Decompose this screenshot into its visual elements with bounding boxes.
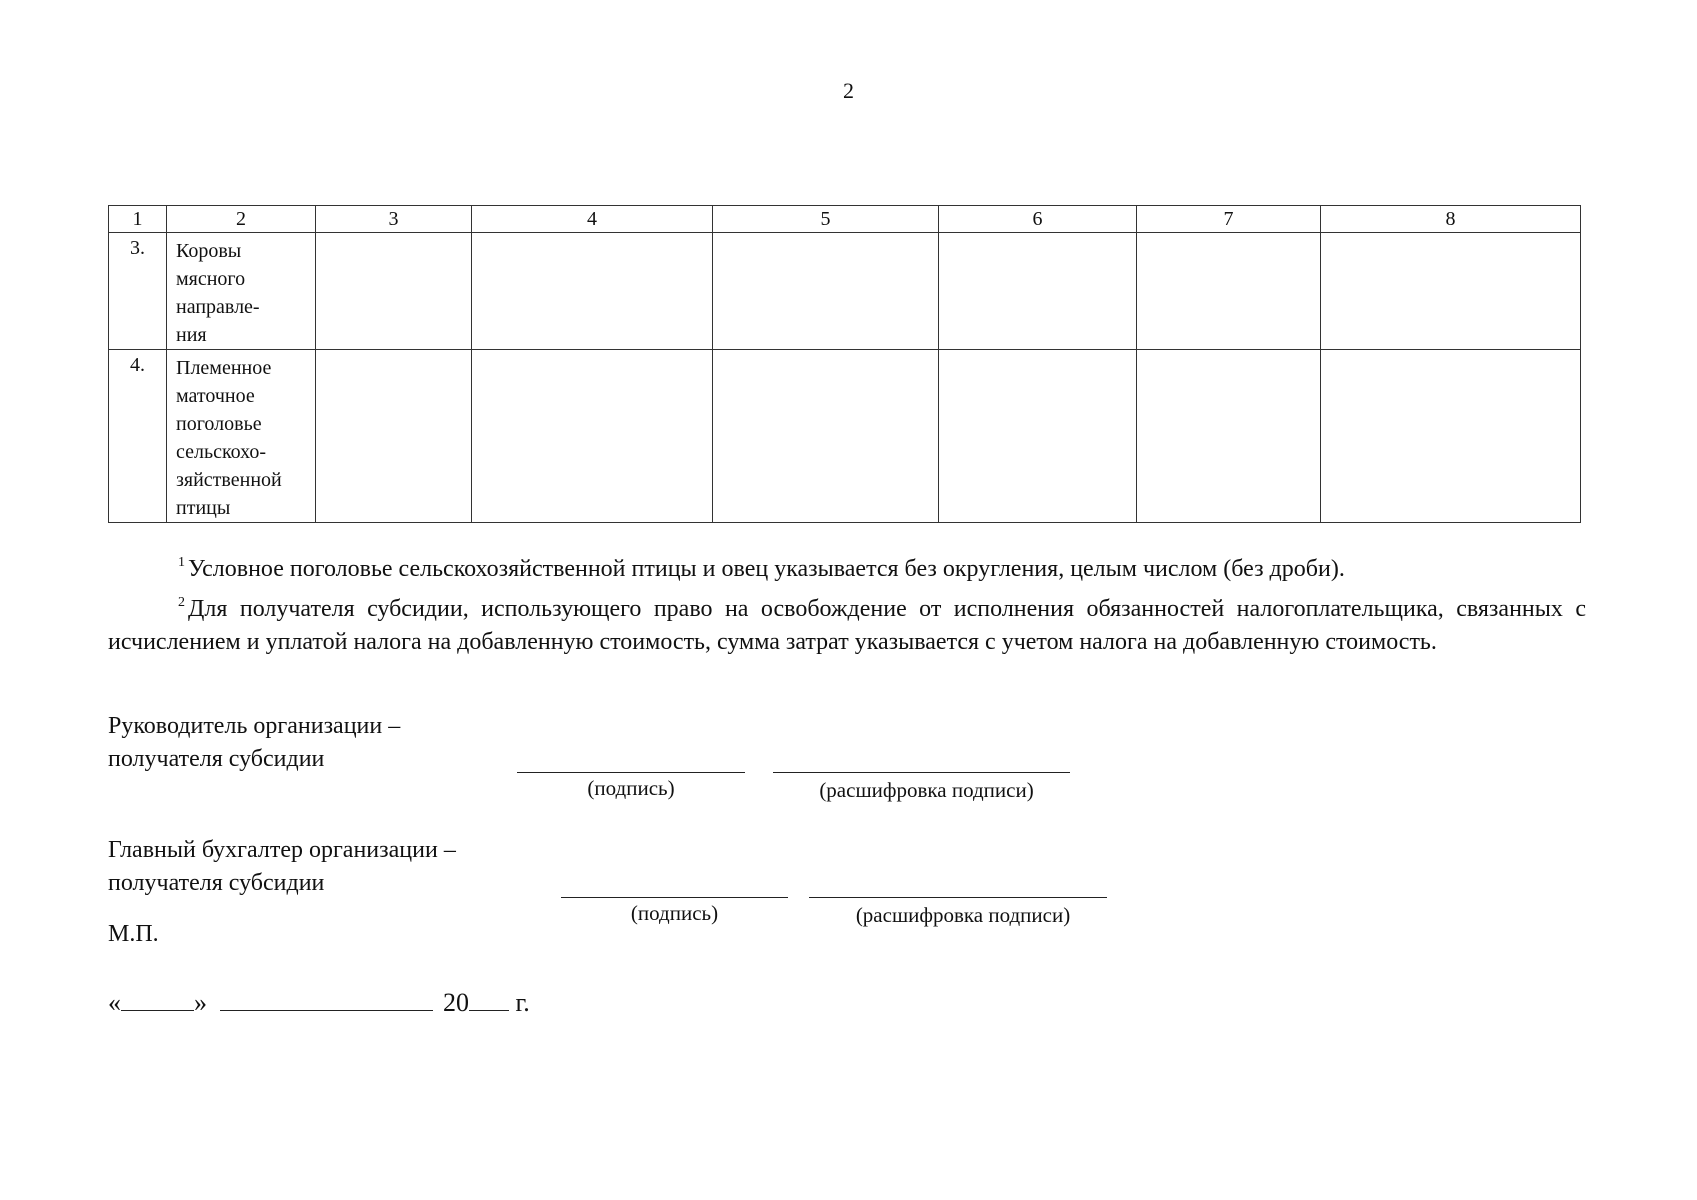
column-header: 7 [1137,206,1321,233]
date-close-quote: » [194,988,207,1017]
day-blank[interactable] [121,988,194,1011]
accountant-title [108,834,456,900]
accountant-signature-line[interactable] [561,897,788,898]
accountant-title-line: получателя субсидии [108,870,325,896]
year-blank[interactable] [469,988,509,1011]
column-header: 1 [109,206,167,233]
footnote-mark: 2 [178,595,185,610]
row-name-line: сельскохо- [176,441,267,463]
year-prefix: 20 [443,988,469,1017]
row-name-line: зяйственной [176,469,282,491]
empty-cell [1321,233,1581,350]
row-name-line: птицы [176,497,231,519]
empty-cell [316,350,472,523]
footnotes [108,546,1586,659]
empty-cell [1137,233,1321,350]
footnote-2 [108,586,1586,659]
director-decoding-line[interactable] [773,772,1070,773]
row-name [167,350,316,523]
empty-cell [472,233,713,350]
empty-cell [316,233,472,350]
accountant-decoding-caption: (расшифровка подписи) [855,903,1071,927]
table-header-row [109,206,1581,233]
director-title-line: получателя субсидии [108,746,325,772]
stamp-placeholder: М.П. [108,921,159,947]
accountant-decoding-line[interactable] [809,897,1107,898]
row-number: 3. [109,233,167,350]
director-signature-line[interactable] [517,772,745,773]
row-name [167,233,316,350]
row-name-line: Коровы [176,240,242,262]
column-header: 3 [316,206,472,233]
empty-cell [713,233,939,350]
empty-cell [939,233,1137,350]
data-table [108,205,1581,523]
row-name-line: ния [176,324,207,346]
table-row [109,350,1581,523]
director-title-line: Руководитель организации – [108,713,401,739]
empty-cell [1321,350,1581,523]
date-line [108,988,530,1018]
column-header: 5 [713,206,939,233]
empty-cell [939,350,1137,523]
footnote-text: Для получателя субсидии, использующего право на освобождение от исполнения обязанностей налогоплательщика, связанных с исчислением и уплатой налога на добавленную стоимость, сумма затрат указывается с учетом налога на добавленную стоимость. [108,596,1586,655]
column-header: 6 [939,206,1137,233]
column-header: 8 [1321,206,1581,233]
accountant-title-line: Главный бухгалтер организации – [108,837,456,863]
row-name-line: маточное [176,385,255,407]
row-name-line: направле- [176,296,260,318]
row-number: 4. [109,350,167,523]
page-number: 2 [843,78,854,103]
director-decoding-caption: (расшифровка подписи) [819,778,1034,802]
empty-cell [472,350,713,523]
column-header: 2 [167,206,316,233]
date-open-quote: « [108,988,121,1017]
row-name-line: Племенное [176,357,272,379]
director-signature-caption: (подпись) [587,776,675,800]
row-name-line: поголовье [176,413,262,435]
table-row [109,233,1581,350]
footnote-text: Условное поголовье сельскохозяйственной птицы и овец указывается без округления, целым числом (без дроби). [188,556,1345,582]
row-name-line: мясного [176,268,246,290]
year-suffix: г. [515,988,530,1017]
month-blank[interactable] [220,988,433,1011]
empty-cell [1137,350,1321,523]
column-header: 4 [472,206,713,233]
empty-cell [713,350,939,523]
footnote-1 [108,546,1586,586]
accountant-signature-caption: (подпись) [630,901,719,925]
director-title [108,710,400,776]
footnote-mark: 1 [178,555,185,570]
